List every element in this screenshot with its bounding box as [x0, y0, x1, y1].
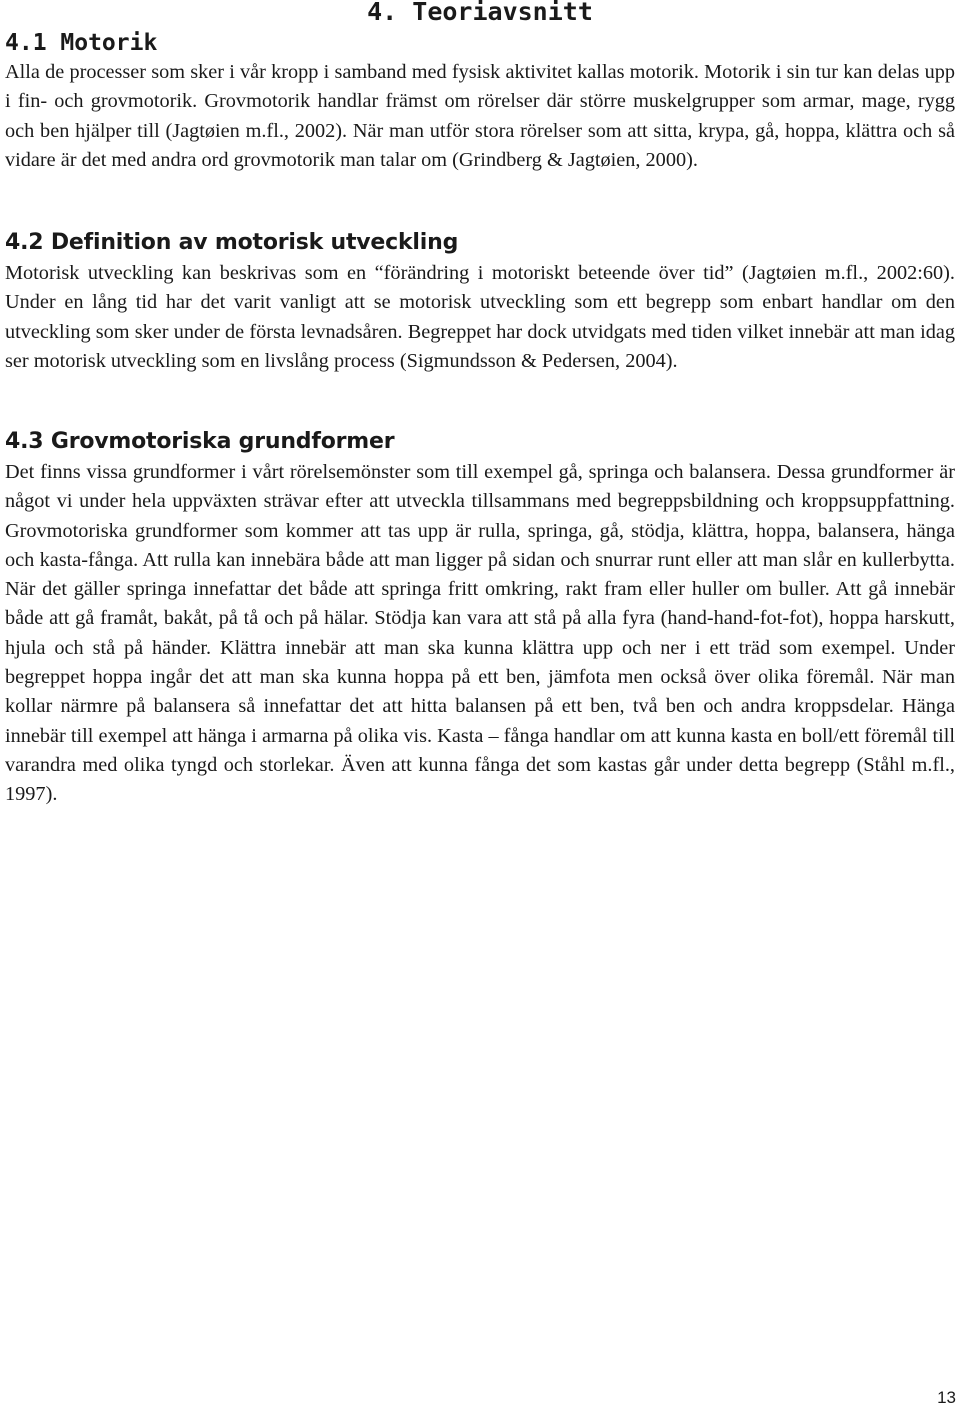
- section-motorik: [5, 28, 955, 175]
- section-heading: 4.3 Grovmotoriska grundformer: [5, 429, 395, 454]
- section-grovmotoriska-grundformer: [5, 426, 955, 810]
- section-heading: 4.1 Motorik: [5, 30, 158, 56]
- section-paragraph: Motorisk utveckling kan beskrivas som en “förändring i motoriskt beteende över tid” (Jagtøien m.fl., 2002:60). Under en lång tid har det varit vanligt att se motorisk utveckling som ett begrepp som enbart handlar om den utveckling som sker under de första levnadsåren. Begreppet har dock utvidgats med tiden vilket innebär att man idag ser motorisk utveckling som en livslång process (Sigmundsson & Pedersen, 2004).: [5, 262, 955, 372]
- section-heading: 4.2 Definition av motorisk utveckling: [5, 230, 459, 255]
- section-paragraph: Det finns vissa grundformer i vårt rörelsemönster som till exempel gå, springa och balansera. Dessa grundformer är något vi under hela uppväxten strävar efter att utveckla tillsammans med begreppsbildning och kroppsuppfattning. Grovmotoriska grundformer som kommer att tas upp är rulla, springa, gå, stödja, klättra, hoppa, balansera, hänga och kasta-fånga. Att rulla kan innebära både att man ligger på sidan och snurrar runt eller att man slår en kullerbytta. När det gäller springa innefattar det både att springa fritt omkring, rakt fram eller huller om buller. Att gå innebär både att gå framåt, bakåt, på tå och på hälar. Stödja kan vara att stå på alla fyra (hand-hand-fot-fot), hoppa harskutt, hjula och stå på händer. Klättra innebär att man ska kunna klättra upp och ner i ett träd som exempel. Under begreppet hoppa ingår det att man ska kunna hoppa på ett ben, jämfota men också över olika föremål. När man kollar närmre på balansera så innefattar det att hitta balansen på ett ben, två ben och andra kroppsdelar. Hänga innebär till exempel att hänga i armarna på olika vis. Kasta – fånga handlar om att kunna kasta en boll/ett föremål till varandra med olika tyngd och storlekar. Även att kunna fånga det som kastas går under detta begrepp (Ståhl m.fl., 1997).: [5, 461, 955, 806]
- page-number: 13: [937, 1388, 956, 1407]
- section-definition-motorisk-utveckling: [5, 227, 955, 376]
- chapter-title: 4. Teoriavsnitt: [367, 0, 593, 26]
- section-paragraph: Alla de processer som sker i vår kropp i samband med fysisk aktivitet kallas motorik. Motorik i sin tur kan delas upp i fin- och grovmotorik. Grovmotorik handlar främst om rörelser där större muskelgrupper som armar, mage, rygg och ben hjälper till (Jagtøien m.fl., 2002). När man utför stora rörelser som att sitta, krypa, gå, hoppa, klättra och så vidare är det med andra ord grovmotorik man talar om (Grindberg & Jagtøien, 2000).: [5, 61, 955, 171]
